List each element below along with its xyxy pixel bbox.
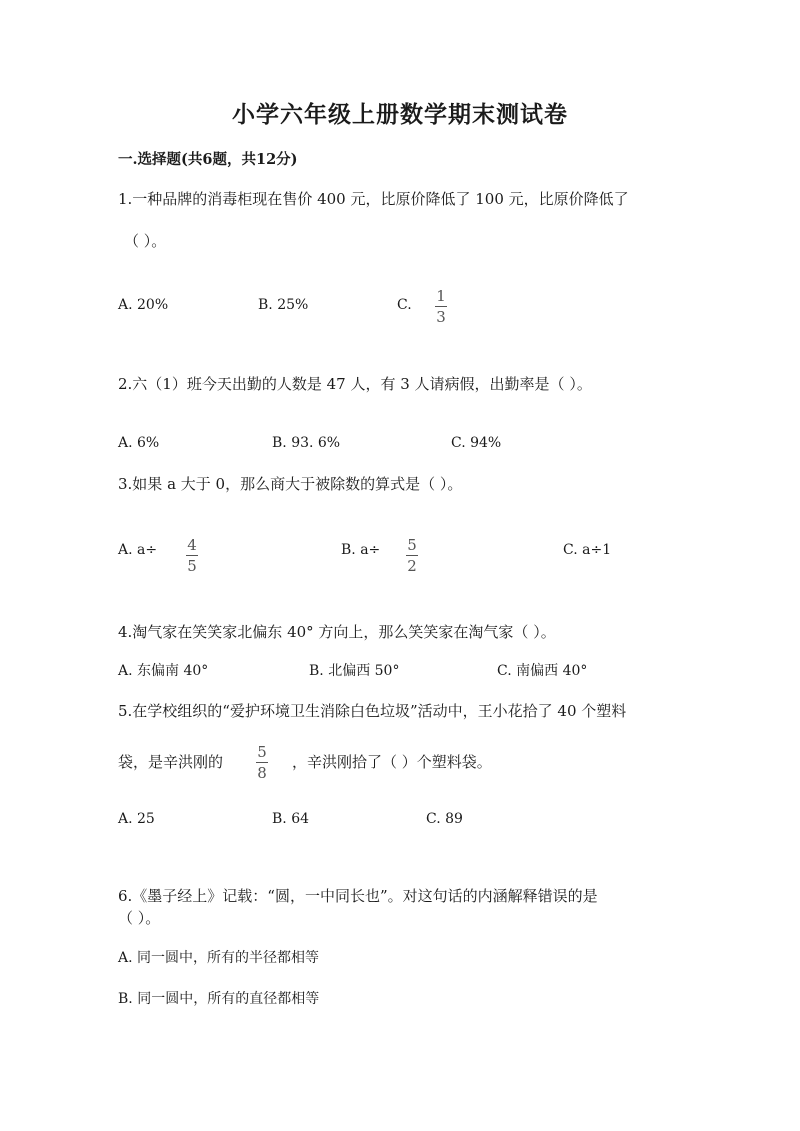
question-5-text-part-b: ，辛洪刚拾了（ ）个塑料袋。 bbox=[292, 753, 492, 771]
fraction-numerator: 4 bbox=[187, 536, 197, 554]
question-2-option-c: C. 94% bbox=[451, 435, 502, 451]
question-5-text-part-a: 袋，是辛洪刚的 bbox=[118, 753, 224, 771]
question-1-text: 1.一种品牌的消毒柜现在售价 400 元，比原价降低了 100 元，比原价降低了 bbox=[118, 190, 629, 208]
question-6-text: 6.《墨子经上》记载：“圆，一中同长也”。对这句话的内涵解释错误的是 bbox=[118, 887, 598, 905]
question-5-option-a: A. 25 bbox=[118, 811, 155, 827]
question-5-text: 5.在学校组织的“爱护环境卫生消除白色垃圾”活动中，王小花拾了 40 个塑料 bbox=[118, 702, 627, 720]
question-2-option-a: A. 6% bbox=[118, 435, 160, 451]
question-3-option-b: B. a÷ bbox=[341, 542, 381, 558]
question-5-option-c: C. 89 bbox=[426, 811, 463, 827]
fraction-denominator: 5 bbox=[187, 557, 197, 575]
question-1-blank: （ ）。 bbox=[124, 232, 167, 250]
question-4-option-a: A. 东偏南 40° bbox=[118, 663, 209, 679]
question-1-option-c-fraction bbox=[435, 289, 447, 325]
question-5-option-b: B. 64 bbox=[272, 811, 310, 827]
fraction-denominator: 2 bbox=[407, 557, 417, 575]
fraction-numerator: 5 bbox=[407, 536, 417, 554]
question-6-option-a: A. 同一圆中，所有的半径都相等 bbox=[118, 950, 320, 966]
question-5-fraction bbox=[256, 745, 268, 781]
question-6-blank: （ ）。 bbox=[118, 909, 161, 927]
question-3-text: 3.如果 a 大于 0，那么商大于被除数的算式是（ ）。 bbox=[118, 475, 463, 493]
question-6-option-b: B. 同一圆中，所有的直径都相等 bbox=[118, 991, 320, 1007]
question-3-option-b-fraction bbox=[406, 538, 418, 574]
question-2-option-b: B. 93. 6% bbox=[272, 435, 341, 451]
question-3-option-a-fraction bbox=[186, 538, 198, 574]
question-2-text: 2.六（1）班今天出勤的人数是 47 人，有 3 人请病假，出勤率是（ ）。 bbox=[118, 375, 592, 393]
fraction-numerator: 1 bbox=[436, 287, 446, 305]
question-3-option-c: C. a÷1 bbox=[563, 542, 612, 558]
section-heading: 一.选择题(共6题，共12分) bbox=[118, 151, 298, 168]
question-3-option-a: A. a÷ bbox=[118, 542, 158, 558]
question-4-option-b: B. 北偏西 50° bbox=[309, 663, 400, 679]
question-4-option-c: C. 南偏西 40° bbox=[497, 663, 588, 679]
question-4-text: 4.淘气家在笑笑家北偏东 40° 方向上，那么笑笑家在淘气家（ ）。 bbox=[118, 623, 556, 641]
fraction-denominator: 8 bbox=[257, 764, 267, 782]
page-title: 小学六年级上册数学期末测试卷 bbox=[232, 101, 568, 128]
question-1-option-b: B. 25% bbox=[258, 297, 309, 313]
question-1-option-a: A. 20% bbox=[118, 297, 169, 313]
fraction-denominator: 3 bbox=[436, 308, 446, 326]
fraction-numerator: 5 bbox=[257, 743, 267, 761]
question-1-option-c: C. bbox=[397, 297, 412, 313]
